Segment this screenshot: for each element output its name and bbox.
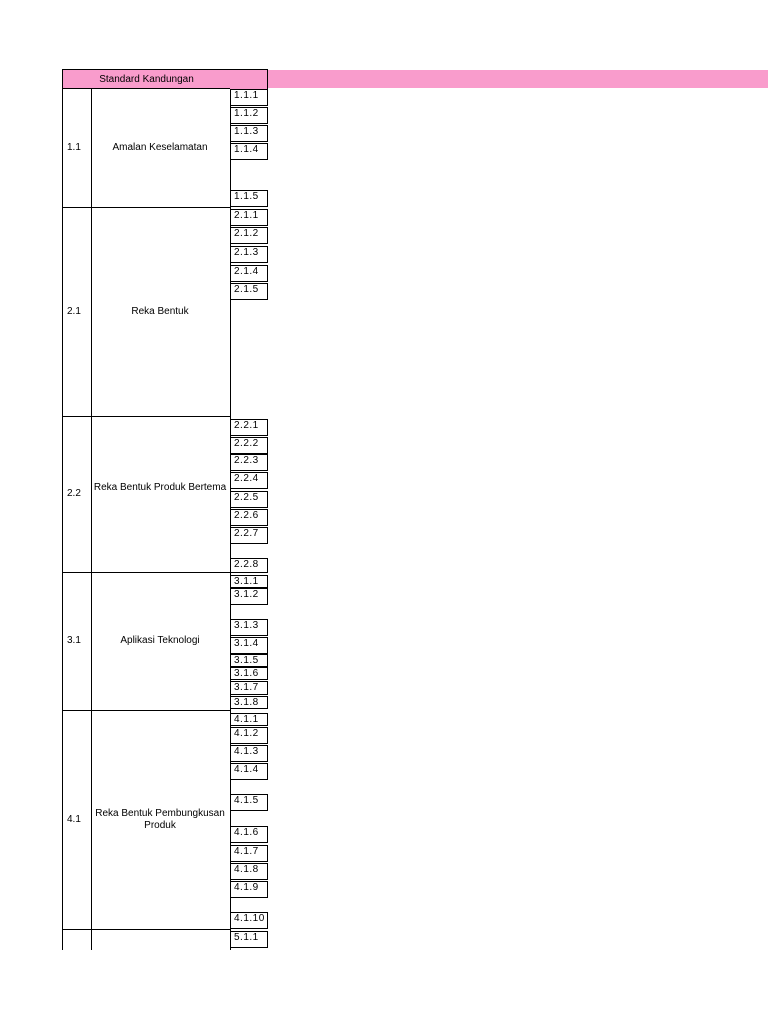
standard-code-cell: 1.1.1 xyxy=(230,89,268,106)
standard-code-cell: 2.2.3 xyxy=(230,454,268,471)
section-divider xyxy=(62,929,230,930)
section-number: 4.1 xyxy=(67,813,81,825)
standard-code-cell: 2.1.1 xyxy=(230,209,268,226)
standard-code-cell: 4.1.2 xyxy=(230,727,268,744)
left-border xyxy=(62,572,63,710)
standard-code-cell: 3.1.4 xyxy=(230,637,268,654)
standard-code-cell: 4.1.8 xyxy=(230,863,268,880)
standard-code-cell: 2.2.7 xyxy=(230,527,268,544)
standard-code-cell: 4.1.4 xyxy=(230,763,268,780)
column-divider xyxy=(91,416,92,572)
section-title: Reka Bentuk Pembungkusan Produk xyxy=(95,807,225,831)
section-divider xyxy=(62,572,230,573)
standard-code-cell: 4.1.10 xyxy=(230,912,268,929)
header-code-column xyxy=(230,69,268,89)
standard-code-cell: 2.2.6 xyxy=(230,509,268,526)
standard-code-cell: 1.1.2 xyxy=(230,107,268,124)
standard-code-cell: 2.2.4 xyxy=(230,472,268,489)
header-standard-kandungan: Standard Kandungan xyxy=(62,69,231,89)
left-border xyxy=(62,710,63,929)
standard-code-cell: 5.1.1 xyxy=(230,931,268,948)
standard-code-cell: 3.1.6 xyxy=(230,667,268,680)
standard-code-cell: 1.1.4 xyxy=(230,143,268,160)
left-border xyxy=(62,416,63,572)
section-title: Amalan Keselamatan xyxy=(112,142,208,153)
standard-code-cell: 3.1.5 xyxy=(230,654,268,667)
left-border xyxy=(62,929,63,950)
standard-code-cell: 4.1.3 xyxy=(230,745,268,762)
standard-code-cell: 2.2.5 xyxy=(230,491,268,508)
left-border xyxy=(62,207,63,416)
standard-code-cell: 3.1.2 xyxy=(230,588,268,605)
standard-code-cell: 1.1.3 xyxy=(230,125,268,142)
section-number: 2.2 xyxy=(67,488,81,499)
standard-code-cell: 2.1.4 xyxy=(230,265,268,282)
standard-code-cell: 3.1.7 xyxy=(230,681,268,695)
standard-code-cell: 2.1.3 xyxy=(230,246,268,263)
standard-code-cell: 4.1.6 xyxy=(230,826,268,843)
section-divider xyxy=(62,416,230,417)
standard-code-cell: 3.1.8 xyxy=(230,696,268,709)
left-border xyxy=(62,89,63,207)
standard-code-cell: 3.1.3 xyxy=(230,619,268,636)
standard-code-cell: 4.1.9 xyxy=(230,881,268,898)
section-divider xyxy=(62,710,230,711)
section-title: Aplikasi Teknologi xyxy=(120,635,200,646)
standard-code-cell: 2.1.5 xyxy=(230,283,268,300)
standard-code-cell: 4.1.1 xyxy=(230,713,268,726)
section-number: 3.1 xyxy=(67,635,81,646)
section-title: Reka Bentuk xyxy=(131,305,189,317)
standard-code-cell: 1.1.5 xyxy=(230,190,268,207)
standard-code-cell: 2.2.8 xyxy=(230,558,268,573)
column-divider xyxy=(91,929,92,950)
standard-code-cell: 2.2.2 xyxy=(230,437,268,454)
header-band xyxy=(267,70,768,88)
standard-code-cell: 2.1.2 xyxy=(230,227,268,244)
section-number: 1.1 xyxy=(67,142,81,153)
section-title: Reka Bentuk Produk Bertema xyxy=(93,482,227,493)
standard-code-cell: 4.1.7 xyxy=(230,845,268,862)
standard-code-cell: 4.1.5 xyxy=(230,794,268,811)
standard-code-cell: 3.1.1 xyxy=(230,575,268,588)
standard-code-cell: 2.2.1 xyxy=(230,419,268,436)
section-number: 2.1 xyxy=(67,305,81,317)
section-divider xyxy=(62,207,230,208)
